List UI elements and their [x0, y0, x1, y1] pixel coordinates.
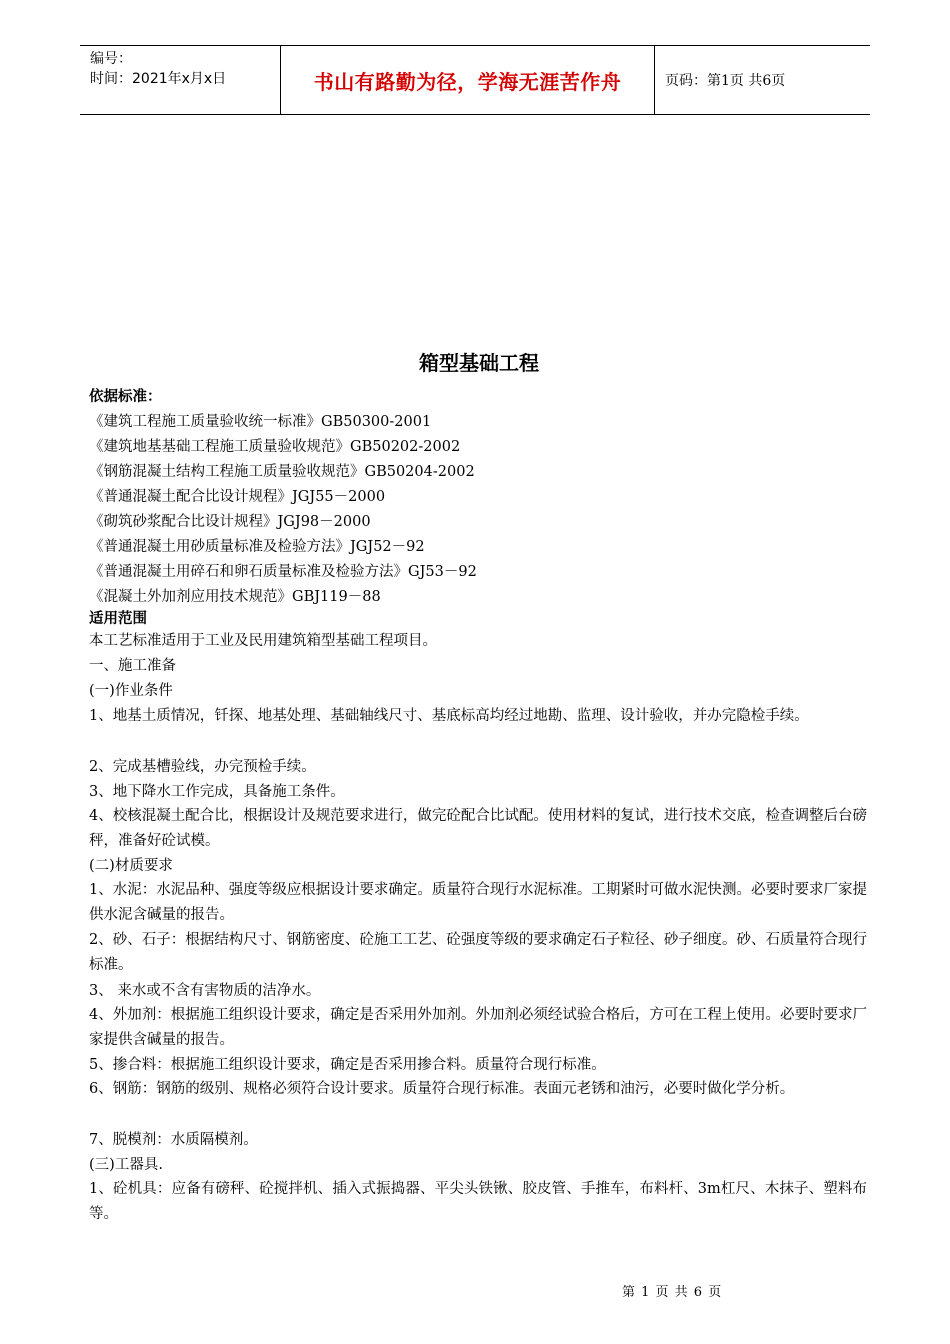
standard-item: 《建筑地基基础工程施工质量验收规范》GB50202-2002: [89, 439, 461, 455]
standard-item: 《普通混凝土配合比设计规程》JGJ55－2000: [89, 489, 386, 505]
subsection-heading: (二)材质要求: [89, 858, 173, 874]
standard-item: 《普通混凝土用砂质量标准及检验方法》JGJ52－92: [89, 539, 425, 555]
header-page-info: 页码：第1页 共6页: [665, 73, 786, 89]
material-item: 3、 来水或不含有害物质的洁净水。: [89, 983, 321, 999]
material-item: 7、脱模剂：水质隔模剂。: [89, 1132, 258, 1148]
material-item: 5、掺合料：根据施工组织设计要求，确定是否采用掺合料。质量符合现行标准。: [89, 1057, 606, 1073]
basis-heading: 依据标准：: [89, 389, 162, 405]
subsection-heading: (三)工器具.: [89, 1157, 163, 1173]
section-heading: 一、施工准备: [89, 658, 176, 674]
condition-item: 1、地基土质情况，钎探、地基处理、基础轴线尺寸、基底标高均经过地勘、监理、设计验收，并办完隐检手续。: [89, 708, 809, 724]
condition-item: 3、地下降水工作完成，具备施工条件。: [89, 784, 345, 800]
header-table: [80, 45, 870, 115]
material-item: 4、外加剂：根据施工组织设计要求，确定是否采用外加剂。外加剂必须经试验合格后，方可在工程上使用。必要时要求厂家提供含碱量的报告。: [89, 1007, 867, 1048]
condition-item: 2、完成基槽验线，办完预检手续。: [89, 759, 316, 775]
document-number-label: 编号：: [90, 51, 132, 67]
document-time-label: 时间：2021年x月x日: [90, 71, 227, 87]
material-item: 2、砂、石子：根据结构尺寸、钢筋密度、砼施工工艺、砼强度等级的要求确定石子粒径、砂子细度。砂、石质量符合现行标准。: [89, 932, 867, 973]
page-title: 箱型基础工程: [419, 351, 539, 375]
header-page-cell: [655, 46, 870, 114]
condition-item: 4、校核混凝土配合比，根据设计及规范要求进行，做完砼配合比试配。使用材料的复试，进行技术交底，检查调整后台磅秤，准备好砼试模。: [89, 808, 867, 849]
page-footer: 第 1 页 共 6 页: [622, 1285, 723, 1300]
subsection-heading: (一)作业条件: [89, 683, 173, 699]
standard-item: 《砌筑砂浆配合比设计规程》JGJ98－2000: [89, 514, 371, 530]
scope-heading: 适用范围: [89, 611, 147, 627]
scope-text: 本工艺标准适用于工业及民用建筑箱型基础工程项目。: [89, 633, 437, 649]
motto-text: 书山有路勤为径，学海无涯苦作舟: [313, 69, 622, 94]
header-meta-cell: [80, 46, 281, 114]
material-item: 1、水泥：水泥品种、强度等级应根据设计要求确定。质量符合现行水泥标准。工期紧时可做水泥快测。必要时要求厂家提供水泥含碱量的报告。: [89, 882, 867, 923]
standard-item: 《普通混凝土用碎石和卵石质量标准及检验方法》GJ53－92: [89, 564, 477, 580]
material-item: 6、钢筋：钢筋的级别、规格必须符合设计要求。质量符合现行标准。表面元老锈和油污，必要时做化学分析。: [89, 1081, 795, 1097]
header-motto-cell: [281, 46, 655, 114]
standard-item: 《建筑工程施工质量验收统一标准》GB50300-2001: [89, 414, 432, 430]
standard-item: 《混凝土外加剂应用技术规范》GBJ119－88: [89, 589, 381, 605]
tool-item: 1、砼机具：应备有磅秤、砼搅拌机、插入式振捣器、平尖头铁锹、胶皮管、手推车，布料杆、3m杠尺、木抹子、塑料布等。: [89, 1181, 867, 1222]
standard-item: 《钢筋混凝土结构工程施工质量验收规范》GB50204-2002: [89, 464, 475, 480]
